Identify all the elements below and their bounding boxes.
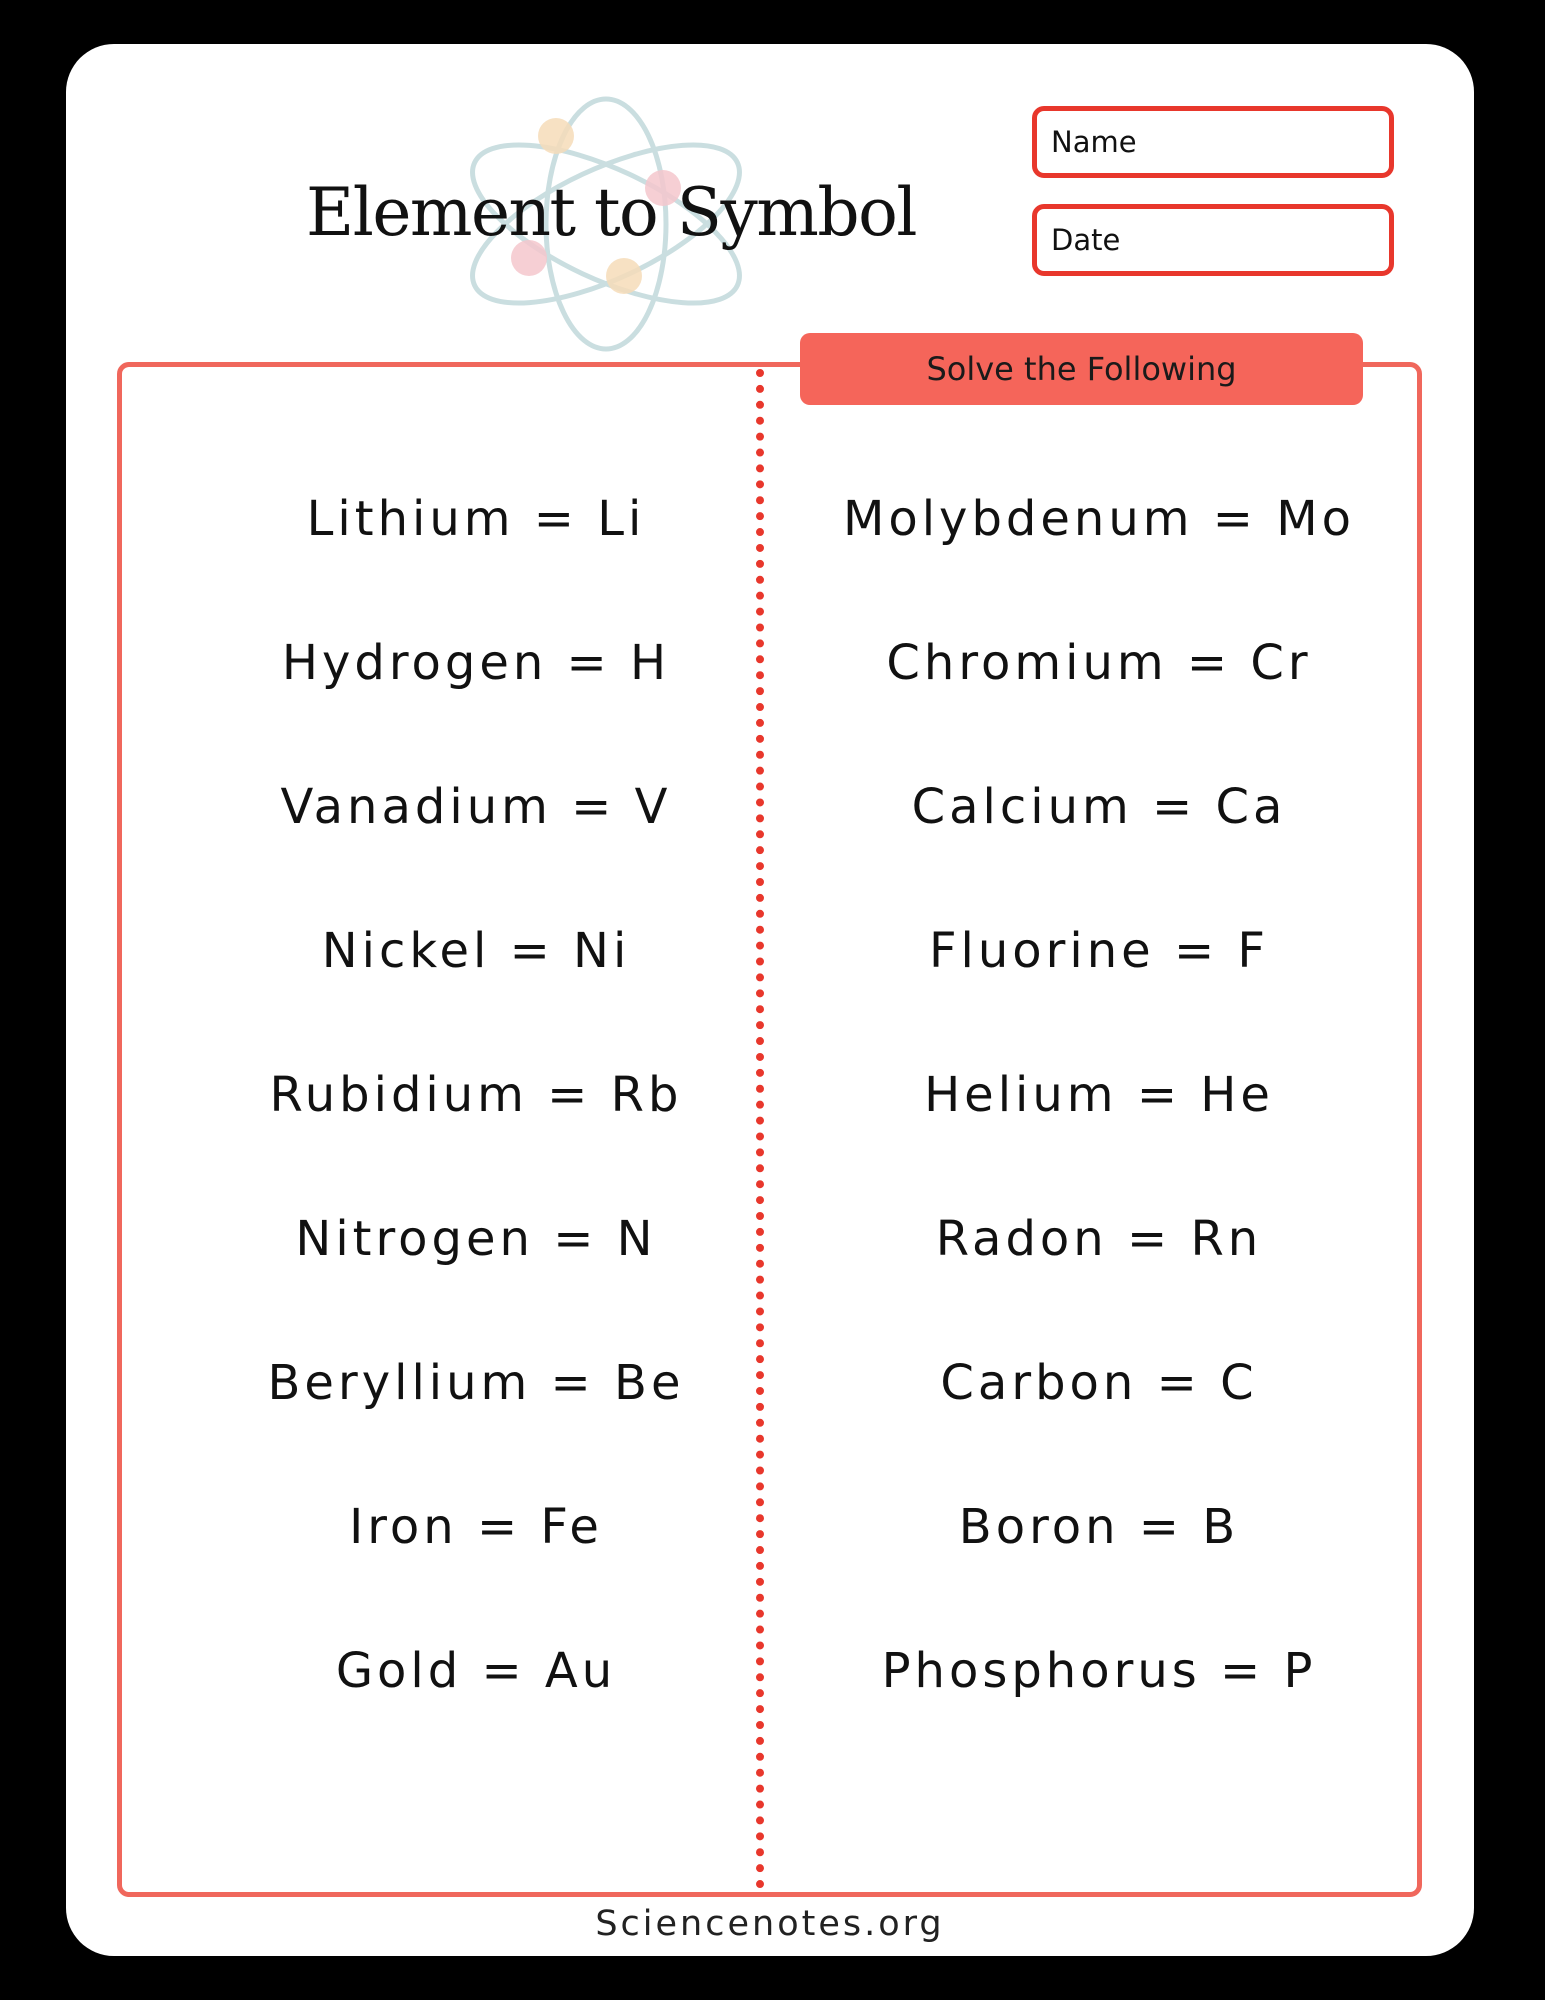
right-column [789,464,1409,1760]
problem-item: Chromium = Cr [886,635,1312,691]
problem-item: Radon = Rn [935,1211,1263,1267]
problem-item: Gold = Au [335,1643,617,1699]
problem-item: Calcium = Ca [911,779,1287,835]
instructions-banner: Solve the Following [800,333,1363,405]
problem-item: Nitrogen = N [295,1211,657,1267]
problem-item: Carbon = C [940,1355,1258,1411]
name-field[interactable] [1032,106,1394,178]
worksheet [66,44,1474,1956]
problem-item: Phosphorus = P [881,1643,1317,1699]
problem-item: Iron = Fe [349,1499,603,1555]
problem-item: Hydrogen = H [281,635,671,691]
problem-item: Helium = He [924,1067,1274,1123]
problem-item: Rubidium = Rb [269,1067,683,1123]
problem-item: Vanadium = V [280,779,672,835]
page-title: Element to Symbol [306,174,916,251]
problem-item: Molybdenum = Mo [842,491,1356,547]
problem-item: Lithium = Li [306,491,646,547]
date-field[interactable] [1032,204,1394,276]
problem-item: Boron = B [958,1499,1240,1555]
site-footer: Sciencenotes.org [595,1904,945,1944]
problem-item: Fluorine = F [928,923,1270,979]
left-column [166,464,786,1760]
problem-item: Beryllium = Be [267,1355,685,1411]
problem-item: Nickel = Ni [321,923,631,979]
